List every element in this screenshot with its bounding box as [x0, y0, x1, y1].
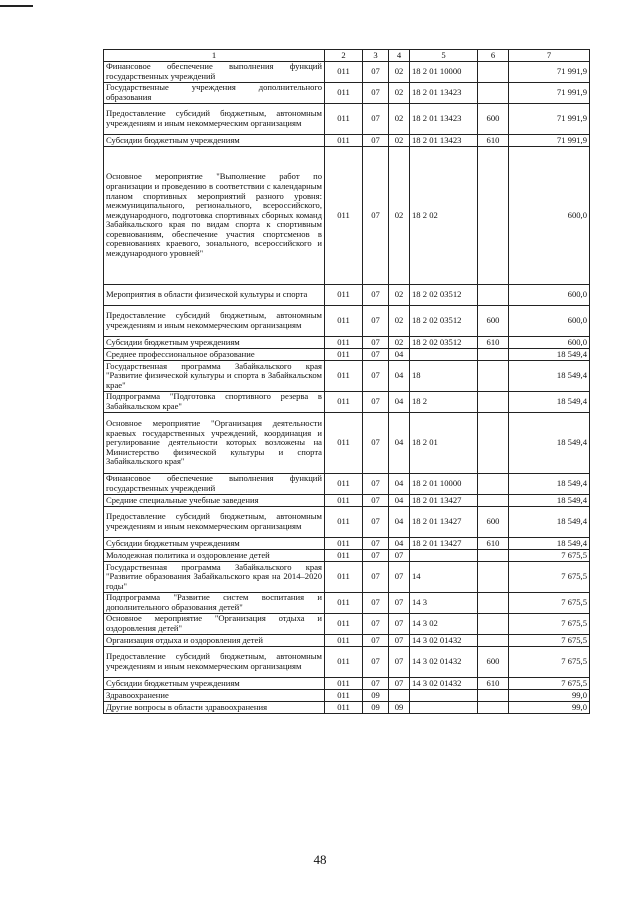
row-subsection-cell: 07 — [389, 550, 410, 562]
row-expense-type-cell — [478, 614, 509, 635]
row-subsection-cell: 07 — [389, 593, 410, 614]
row-expense-type-cell: 600 — [478, 507, 509, 538]
budget-table — [103, 49, 590, 714]
row-subsection-cell: 02 — [389, 62, 410, 83]
row-admin-code-cell: 011 — [325, 62, 363, 83]
row-expense-type-cell: 610 — [478, 538, 509, 550]
row-name-cell: Финансовое обеспечение выполнения функций государственных учреждений — [104, 474, 325, 495]
table-row — [104, 474, 590, 495]
row-admin-code-cell: 011 — [325, 474, 363, 495]
row-admin-code-cell: 011 — [325, 147, 363, 285]
row-section-cell: 07 — [363, 678, 389, 690]
row-amount-cell: 7 675,5 — [509, 614, 590, 635]
top-rule — [0, 5, 33, 7]
table-row — [104, 562, 590, 593]
row-admin-code-cell: 011 — [325, 83, 363, 104]
row-admin-code-cell: 011 — [325, 285, 363, 306]
row-expense-type-cell — [478, 62, 509, 83]
row-section-cell: 07 — [363, 392, 389, 413]
row-subsection-cell: 07 — [389, 614, 410, 635]
row-name-cell: Субсидии бюджетным учреждениям — [104, 135, 325, 147]
table-row — [104, 495, 590, 507]
row-expense-type-cell: 610 — [478, 678, 509, 690]
row-subsection-cell: 09 — [389, 702, 410, 714]
row-section-cell: 07 — [363, 147, 389, 285]
table-row — [104, 614, 590, 635]
row-admin-code-cell: 011 — [325, 349, 363, 361]
table-row — [104, 593, 590, 614]
row-target-article-cell: 18 2 01 10000 — [410, 62, 478, 83]
row-section-cell: 07 — [363, 104, 389, 135]
header-cell: 3 — [363, 50, 389, 62]
row-name-cell: Подпрограмма "Развитие систем воспитания и дополнительного образования детей" — [104, 593, 325, 614]
page-number: 48 — [313, 852, 327, 867]
row-admin-code-cell: 011 — [325, 135, 363, 147]
row-section-cell: 09 — [363, 690, 389, 702]
row-target-article-cell: 18 2 — [410, 392, 478, 413]
row-name-cell: Предоставление субсидий бюджетным, автономным учреждениям и иным некоммерческим организациям — [104, 104, 325, 135]
table-row — [104, 507, 590, 538]
row-expense-type-cell — [478, 690, 509, 702]
row-admin-code-cell: 011 — [325, 702, 363, 714]
table-row — [104, 550, 590, 562]
row-expense-type-cell — [478, 83, 509, 104]
row-target-article-cell: 18 2 01 13423 — [410, 83, 478, 104]
row-amount-cell: 99,0 — [509, 702, 590, 714]
row-name-cell: Государственная программа Забайкальского края "Развитие физической культуры и спорта в Забайкальском крае" — [104, 361, 325, 392]
table-row — [104, 349, 590, 361]
row-amount-cell: 18 549,4 — [509, 413, 590, 474]
row-admin-code-cell: 011 — [325, 413, 363, 474]
row-amount-cell: 600,0 — [509, 285, 590, 306]
row-amount-cell: 71 991,9 — [509, 62, 590, 83]
row-amount-cell: 600,0 — [509, 147, 590, 285]
row-target-article-cell: 14 3 02 01432 — [410, 678, 478, 690]
table-row — [104, 678, 590, 690]
row-subsection-cell: 04 — [389, 361, 410, 392]
row-subsection-cell — [389, 690, 410, 702]
row-target-article-cell — [410, 550, 478, 562]
row-section-cell: 07 — [363, 495, 389, 507]
row-subsection-cell: 02 — [389, 104, 410, 135]
row-amount-cell: 7 675,5 — [509, 550, 590, 562]
row-target-article-cell: 18 2 01 13427 — [410, 507, 478, 538]
row-amount-cell: 7 675,5 — [509, 593, 590, 614]
row-expense-type-cell — [478, 392, 509, 413]
row-name-cell: Другие вопросы в области здравоохранения — [104, 702, 325, 714]
row-target-article-cell: 14 3 02 01432 — [410, 635, 478, 647]
table-row — [104, 635, 590, 647]
row-target-article-cell: 18 2 01 13423 — [410, 135, 478, 147]
table-row — [104, 690, 590, 702]
row-target-article-cell: 18 2 02 03512 — [410, 306, 478, 337]
row-admin-code-cell: 011 — [325, 614, 363, 635]
row-amount-cell: 71 991,9 — [509, 135, 590, 147]
row-name-cell: Предоставление субсидий бюджетным, автономным учреждениям и иным некоммерческим организациям — [104, 306, 325, 337]
row-target-article-cell: 18 2 01 13427 — [410, 495, 478, 507]
row-expense-type-cell — [478, 285, 509, 306]
row-target-article-cell: 18 2 01 — [410, 413, 478, 474]
row-subsection-cell: 04 — [389, 495, 410, 507]
row-target-article-cell: 18 2 01 13427 — [410, 538, 478, 550]
row-expense-type-cell — [478, 593, 509, 614]
row-admin-code-cell: 011 — [325, 361, 363, 392]
table-row — [104, 306, 590, 337]
row-expense-type-cell: 600 — [478, 104, 509, 135]
row-name-cell: Средние специальные учебные заведения — [104, 495, 325, 507]
row-section-cell: 07 — [363, 306, 389, 337]
row-name-cell: Молодежная политика и оздоровление детей — [104, 550, 325, 562]
row-section-cell: 07 — [363, 635, 389, 647]
row-name-cell: Подпрограмма "Подготовка спортивного резерва в Забайкальском крае" — [104, 392, 325, 413]
row-target-article-cell: 18 2 02 — [410, 147, 478, 285]
row-section-cell: 07 — [363, 62, 389, 83]
row-name-cell: Субсидии бюджетным учреждениям — [104, 678, 325, 690]
row-expense-type-cell — [478, 474, 509, 495]
row-section-cell: 07 — [363, 538, 389, 550]
row-admin-code-cell: 011 — [325, 495, 363, 507]
row-target-article-cell: 14 3 — [410, 593, 478, 614]
row-section-cell: 07 — [363, 413, 389, 474]
row-amount-cell: 18 549,4 — [509, 349, 590, 361]
row-admin-code-cell: 011 — [325, 562, 363, 593]
row-expense-type-cell — [478, 550, 509, 562]
row-amount-cell: 18 549,4 — [509, 392, 590, 413]
row-section-cell: 07 — [363, 349, 389, 361]
row-name-cell: Субсидии бюджетным учреждениям — [104, 337, 325, 349]
row-name-cell: Финансовое обеспечение выполнения функций государственных учреждений — [104, 62, 325, 83]
row-subsection-cell: 02 — [389, 285, 410, 306]
row-admin-code-cell: 011 — [325, 550, 363, 562]
row-expense-type-cell — [478, 495, 509, 507]
row-subsection-cell: 04 — [389, 474, 410, 495]
row-amount-cell: 7 675,5 — [509, 562, 590, 593]
row-section-cell: 07 — [363, 135, 389, 147]
table-row — [104, 538, 590, 550]
header-cell: 6 — [478, 50, 509, 62]
row-subsection-cell: 07 — [389, 678, 410, 690]
row-expense-type-cell: 610 — [478, 135, 509, 147]
row-subsection-cell: 04 — [389, 413, 410, 474]
row-target-article-cell: 18 2 01 13423 — [410, 104, 478, 135]
row-amount-cell: 18 549,4 — [509, 361, 590, 392]
table-row — [104, 147, 590, 285]
row-section-cell: 07 — [363, 285, 389, 306]
row-subsection-cell: 02 — [389, 306, 410, 337]
row-admin-code-cell: 011 — [325, 392, 363, 413]
row-admin-code-cell: 011 — [325, 538, 363, 550]
row-name-cell: Основное мероприятие "Организация отдыха и оздоровления детей" — [104, 614, 325, 635]
row-name-cell: Основное мероприятие "Организация деятельности краевых государственных учреждений, координация и регулирование деятельности которых возложены на Министерство физической культуры и спорта Забайкальского края" — [104, 413, 325, 474]
row-admin-code-cell: 011 — [325, 647, 363, 678]
row-expense-type-cell — [478, 147, 509, 285]
row-amount-cell: 18 549,4 — [509, 474, 590, 495]
row-section-cell: 07 — [363, 474, 389, 495]
row-target-article-cell: 14 — [410, 562, 478, 593]
header-cell: 2 — [325, 50, 363, 62]
row-section-cell: 07 — [363, 550, 389, 562]
row-amount-cell: 18 549,4 — [509, 495, 590, 507]
row-name-cell: Основное мероприятие "Выполнение работ по организации и проведению в соответствии с календарным планом спортивных мероприятий разного уровня: межмуниципального, регионального, всероссийского, международного, подготовка спортивных сборных команд Забайкальского края по видам спорта к спортивным соревнованиям, обеспечение участия спортсменов в соревнованиях краевого, зонального, всероссийского и международного уровней" — [104, 147, 325, 285]
table-header-row — [104, 50, 590, 62]
row-target-article-cell: 18 2 02 03512 — [410, 337, 478, 349]
row-expense-type-cell: 610 — [478, 337, 509, 349]
row-subsection-cell: 02 — [389, 83, 410, 104]
row-name-cell: Организация отдыха и оздоровления детей — [104, 635, 325, 647]
row-section-cell: 07 — [363, 83, 389, 104]
row-admin-code-cell: 011 — [325, 593, 363, 614]
row-admin-code-cell: 011 — [325, 104, 363, 135]
row-amount-cell: 7 675,5 — [509, 635, 590, 647]
table-row — [104, 361, 590, 392]
row-target-article-cell: 18 2 01 10000 — [410, 474, 478, 495]
row-target-article-cell: 14 3 02 01432 — [410, 647, 478, 678]
row-amount-cell: 7 675,5 — [509, 647, 590, 678]
row-section-cell: 09 — [363, 702, 389, 714]
table-row — [104, 135, 590, 147]
row-expense-type-cell: 600 — [478, 306, 509, 337]
row-subsection-cell: 04 — [389, 349, 410, 361]
row-amount-cell: 99,0 — [509, 690, 590, 702]
row-expense-type-cell — [478, 349, 509, 361]
row-amount-cell: 71 991,9 — [509, 104, 590, 135]
row-expense-type-cell — [478, 413, 509, 474]
row-target-article-cell: 18 — [410, 361, 478, 392]
table-row — [104, 104, 590, 135]
header-cell: 7 — [509, 50, 590, 62]
header-cell: 1 — [104, 50, 325, 62]
row-expense-type-cell: 600 — [478, 647, 509, 678]
row-subsection-cell: 04 — [389, 507, 410, 538]
row-name-cell: Предоставление субсидий бюджетным, автономным учреждениям и иным некоммерческим организациям — [104, 647, 325, 678]
row-admin-code-cell: 011 — [325, 507, 363, 538]
row-admin-code-cell: 011 — [325, 306, 363, 337]
row-expense-type-cell — [478, 361, 509, 392]
row-expense-type-cell — [478, 562, 509, 593]
row-subsection-cell: 04 — [389, 538, 410, 550]
header-cell: 5 — [410, 50, 478, 62]
row-name-cell: Государственные учреждения дополнительного образования — [104, 83, 325, 104]
row-subsection-cell: 02 — [389, 147, 410, 285]
table-row — [104, 337, 590, 349]
row-target-article-cell — [410, 702, 478, 714]
table-row — [104, 62, 590, 83]
row-section-cell: 07 — [363, 614, 389, 635]
row-amount-cell: 600,0 — [509, 306, 590, 337]
row-subsection-cell: 02 — [389, 135, 410, 147]
row-amount-cell: 71 991,9 — [509, 83, 590, 104]
row-section-cell: 07 — [363, 647, 389, 678]
row-section-cell: 07 — [363, 562, 389, 593]
row-section-cell: 07 — [363, 337, 389, 349]
row-subsection-cell: 07 — [389, 647, 410, 678]
table-row — [104, 392, 590, 413]
row-name-cell: Предоставление субсидий бюджетным, автономным учреждениям и иным некоммерческим организациям — [104, 507, 325, 538]
row-expense-type-cell — [478, 702, 509, 714]
row-subsection-cell: 04 — [389, 392, 410, 413]
row-name-cell: Мероприятия в области физической культуры и спорта — [104, 285, 325, 306]
table-row — [104, 702, 590, 714]
row-subsection-cell: 07 — [389, 635, 410, 647]
header-cell: 4 — [389, 50, 410, 62]
row-expense-type-cell — [478, 635, 509, 647]
table-row — [104, 83, 590, 104]
row-section-cell: 07 — [363, 361, 389, 392]
table-row — [104, 413, 590, 474]
row-subsection-cell: 07 — [389, 562, 410, 593]
row-amount-cell: 18 549,4 — [509, 538, 590, 550]
row-name-cell: Субсидии бюджетным учреждениям — [104, 538, 325, 550]
row-admin-code-cell: 011 — [325, 690, 363, 702]
row-section-cell: 07 — [363, 507, 389, 538]
table-row — [104, 285, 590, 306]
table-row — [104, 647, 590, 678]
row-target-article-cell — [410, 690, 478, 702]
row-name-cell: Государственная программа Забайкальского края "Развитие образования Забайкальского края на 2014–2020 годы" — [104, 562, 325, 593]
row-name-cell: Среднее профессиональное образование — [104, 349, 325, 361]
row-amount-cell: 7 675,5 — [509, 678, 590, 690]
row-admin-code-cell: 011 — [325, 337, 363, 349]
row-amount-cell: 600,0 — [509, 337, 590, 349]
row-subsection-cell: 02 — [389, 337, 410, 349]
row-admin-code-cell: 011 — [325, 635, 363, 647]
row-admin-code-cell: 011 — [325, 678, 363, 690]
row-target-article-cell — [410, 349, 478, 361]
row-name-cell: Здравоохранение — [104, 690, 325, 702]
row-target-article-cell: 18 2 02 03512 — [410, 285, 478, 306]
row-target-article-cell: 14 3 02 — [410, 614, 478, 635]
row-amount-cell: 18 549,4 — [509, 507, 590, 538]
row-section-cell: 07 — [363, 593, 389, 614]
